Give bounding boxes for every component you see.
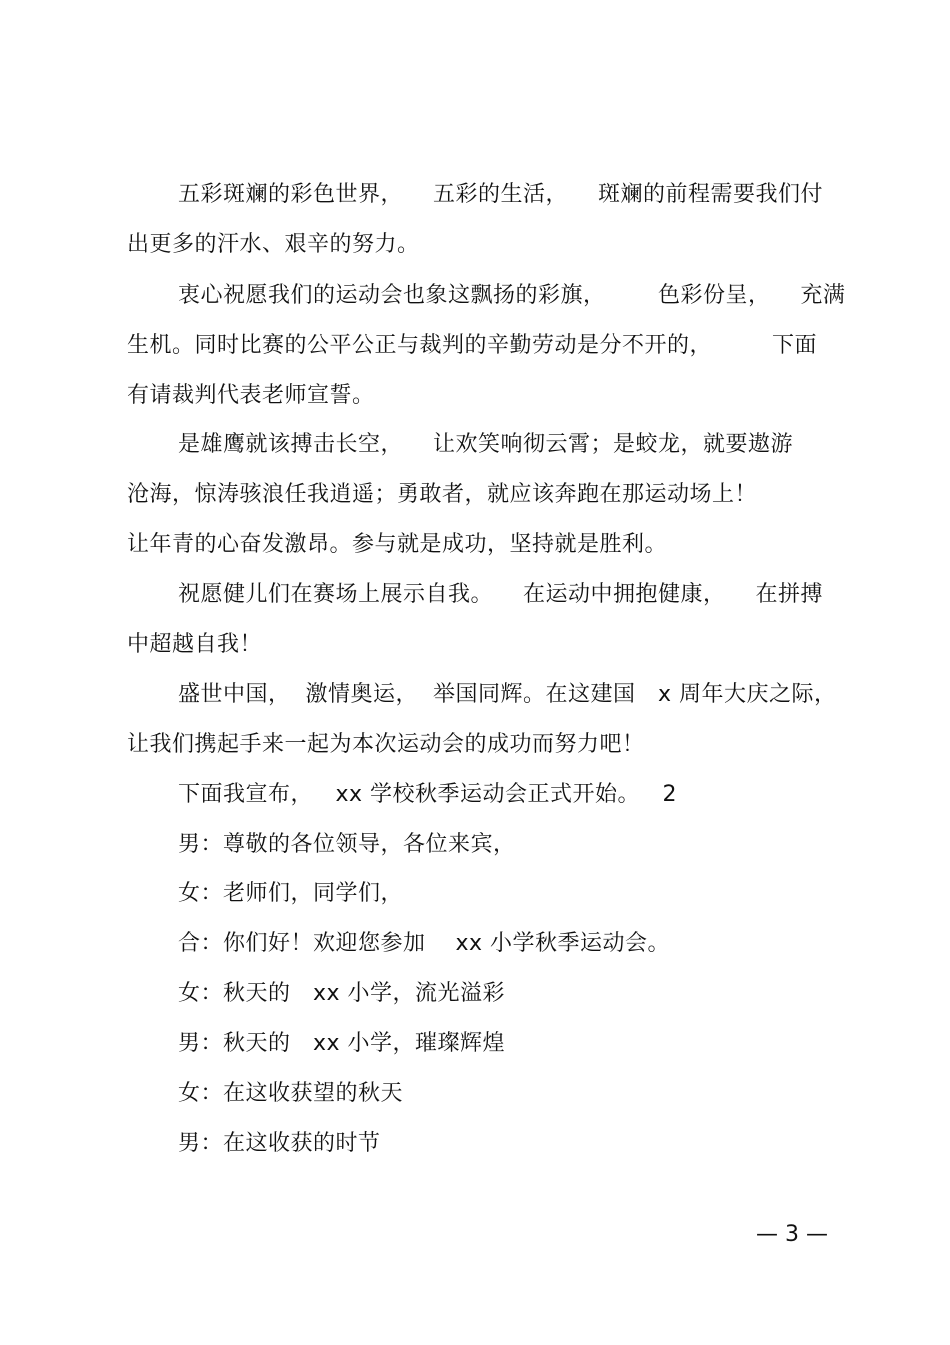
- dialogue-line: 女：在这收获望的秋天: [178, 1081, 404, 1106]
- paragraph-line: 中超越自我！: [127, 632, 263, 657]
- paragraph-line: 生机。同时比赛的公平公正与裁判的辛勤劳动是分不开的， 下面: [127, 333, 817, 358]
- paragraph-line: 沧海，惊涛骇浪任我逍遥；勇敢者，就应该奔跑在那运动场上！: [127, 482, 758, 507]
- dialogue-line: 男：尊敬的各位领导，各位来宾，: [178, 832, 516, 857]
- paragraph-line: 衷心祝愿我们的运动会也象这飘扬的彩旗， 色彩份呈， 充满: [178, 283, 846, 308]
- paragraph-line: 让年青的心奋发激昂。参与就是成功，坚持就是胜利。: [127, 532, 668, 557]
- paragraph-line: 五彩斑斓的彩色世界， 五彩的生活， 斑斓的前程需要我们付: [178, 182, 823, 207]
- dialogue-line: 男：秋天的 xx 小学，璀璨辉煌: [178, 1031, 506, 1056]
- dialogue-line: 女：老师们，同学们，: [178, 881, 404, 906]
- paragraph-line: 让我们携起手来一起为本次运动会的成功而努力吧！: [127, 732, 645, 757]
- paragraph-line: 下面我宣布， xx 学校秋季运动会正式开始。 2: [178, 782, 677, 807]
- paragraph-line: 祝愿健儿们在赛场上展示自我。 在运动中拥抱健康， 在拼搏: [178, 582, 823, 607]
- paragraph-line: 盛世中国， 激情奥运， 举国同辉。在这建国 x 周年大庆之际，: [178, 682, 837, 707]
- paragraph-line: 有请裁判代表老师宣誓。: [127, 383, 375, 408]
- dialogue-line: 合：你们好！欢迎您参加 xx 小学秋季运动会。: [178, 931, 671, 956]
- dialogue-line: 男：在这收获的时节: [178, 1131, 381, 1156]
- paragraph-line: 出更多的汗水、艰辛的努力。: [127, 232, 420, 257]
- dialogue-line: 女：秋天的 xx 小学，流光溢彩: [178, 981, 506, 1006]
- page-number: — 3 —: [756, 1222, 828, 1247]
- paragraph-line: 是雄鹰就该搏击长空， 让欢笑响彻云霄；是蛟龙，就要遨游: [178, 432, 793, 457]
